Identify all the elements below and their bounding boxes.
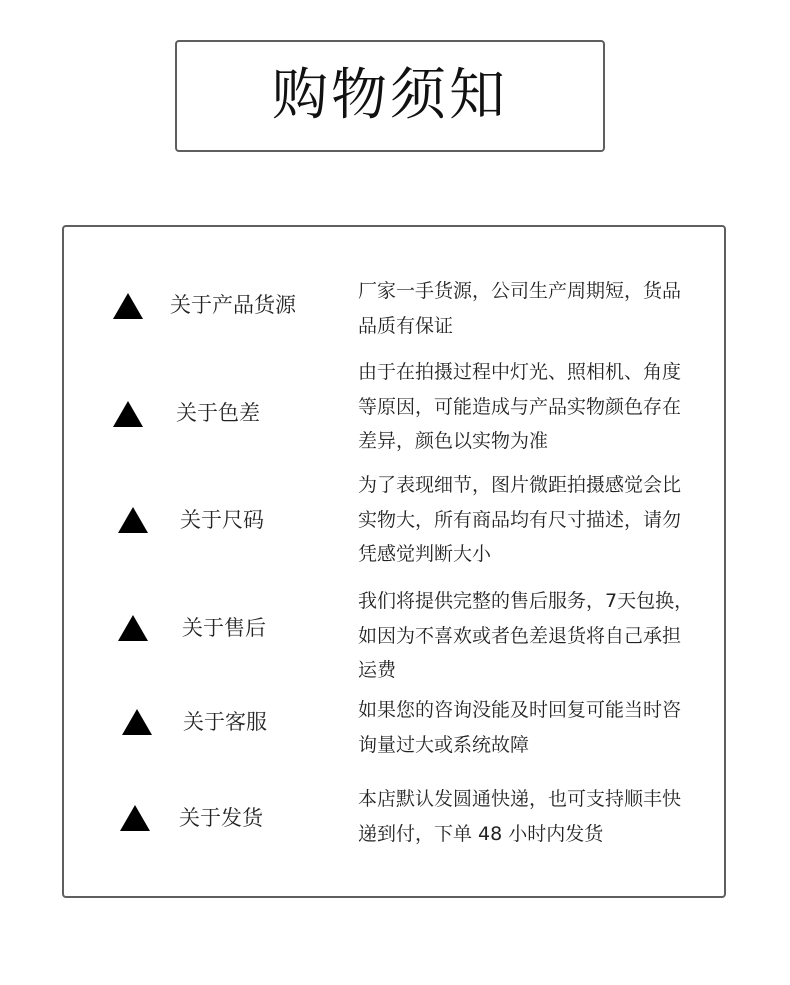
notice-panel xyxy=(62,225,726,898)
triangle-icon xyxy=(120,805,150,831)
triangle-icon xyxy=(118,507,148,533)
title-box xyxy=(175,40,605,152)
notice-item-label: 关于售后 xyxy=(182,616,266,640)
notice-item-label: 关于客服 xyxy=(183,710,267,734)
triangle-icon xyxy=(113,293,143,319)
notice-item-description: 如果您的咨询没能及时回复可能当时咨询量过大或系统故障 xyxy=(358,699,682,756)
notice-item-label: 关于发货 xyxy=(179,806,263,830)
triangle-icon xyxy=(113,401,143,427)
notice-item-description: 为了表现细节，图片微距拍摄感觉会比实物大，所有商品均有尺寸描述，请勿凭感觉判断大小 xyxy=(358,474,682,565)
notice-item-label: 关于产品货源 xyxy=(170,293,296,317)
notice-item-description: 由于在拍摄过程中灯光、照相机、角度等原因，可能造成与产品实物颜色存在差异，颜色以实物为准 xyxy=(358,361,682,452)
page-title: 购物须知 xyxy=(272,63,508,128)
notice-item-description: 厂家一手货源，公司生产周期短，货品品质有保证 xyxy=(358,280,682,337)
notice-item-label: 关于尺码 xyxy=(180,508,264,532)
notice-item-label: 关于色差 xyxy=(176,401,260,425)
notice-item-description: 本店默认发圆通快递，也可支持顺丰快递到付，下单 48 小时内发货 xyxy=(358,788,682,845)
triangle-icon xyxy=(122,709,152,735)
notice-item-description: 我们将提供完整的售后服务，7天包换，如因为不喜欢或者色差退货将自己承担运费 xyxy=(358,590,694,681)
triangle-icon xyxy=(118,615,148,641)
